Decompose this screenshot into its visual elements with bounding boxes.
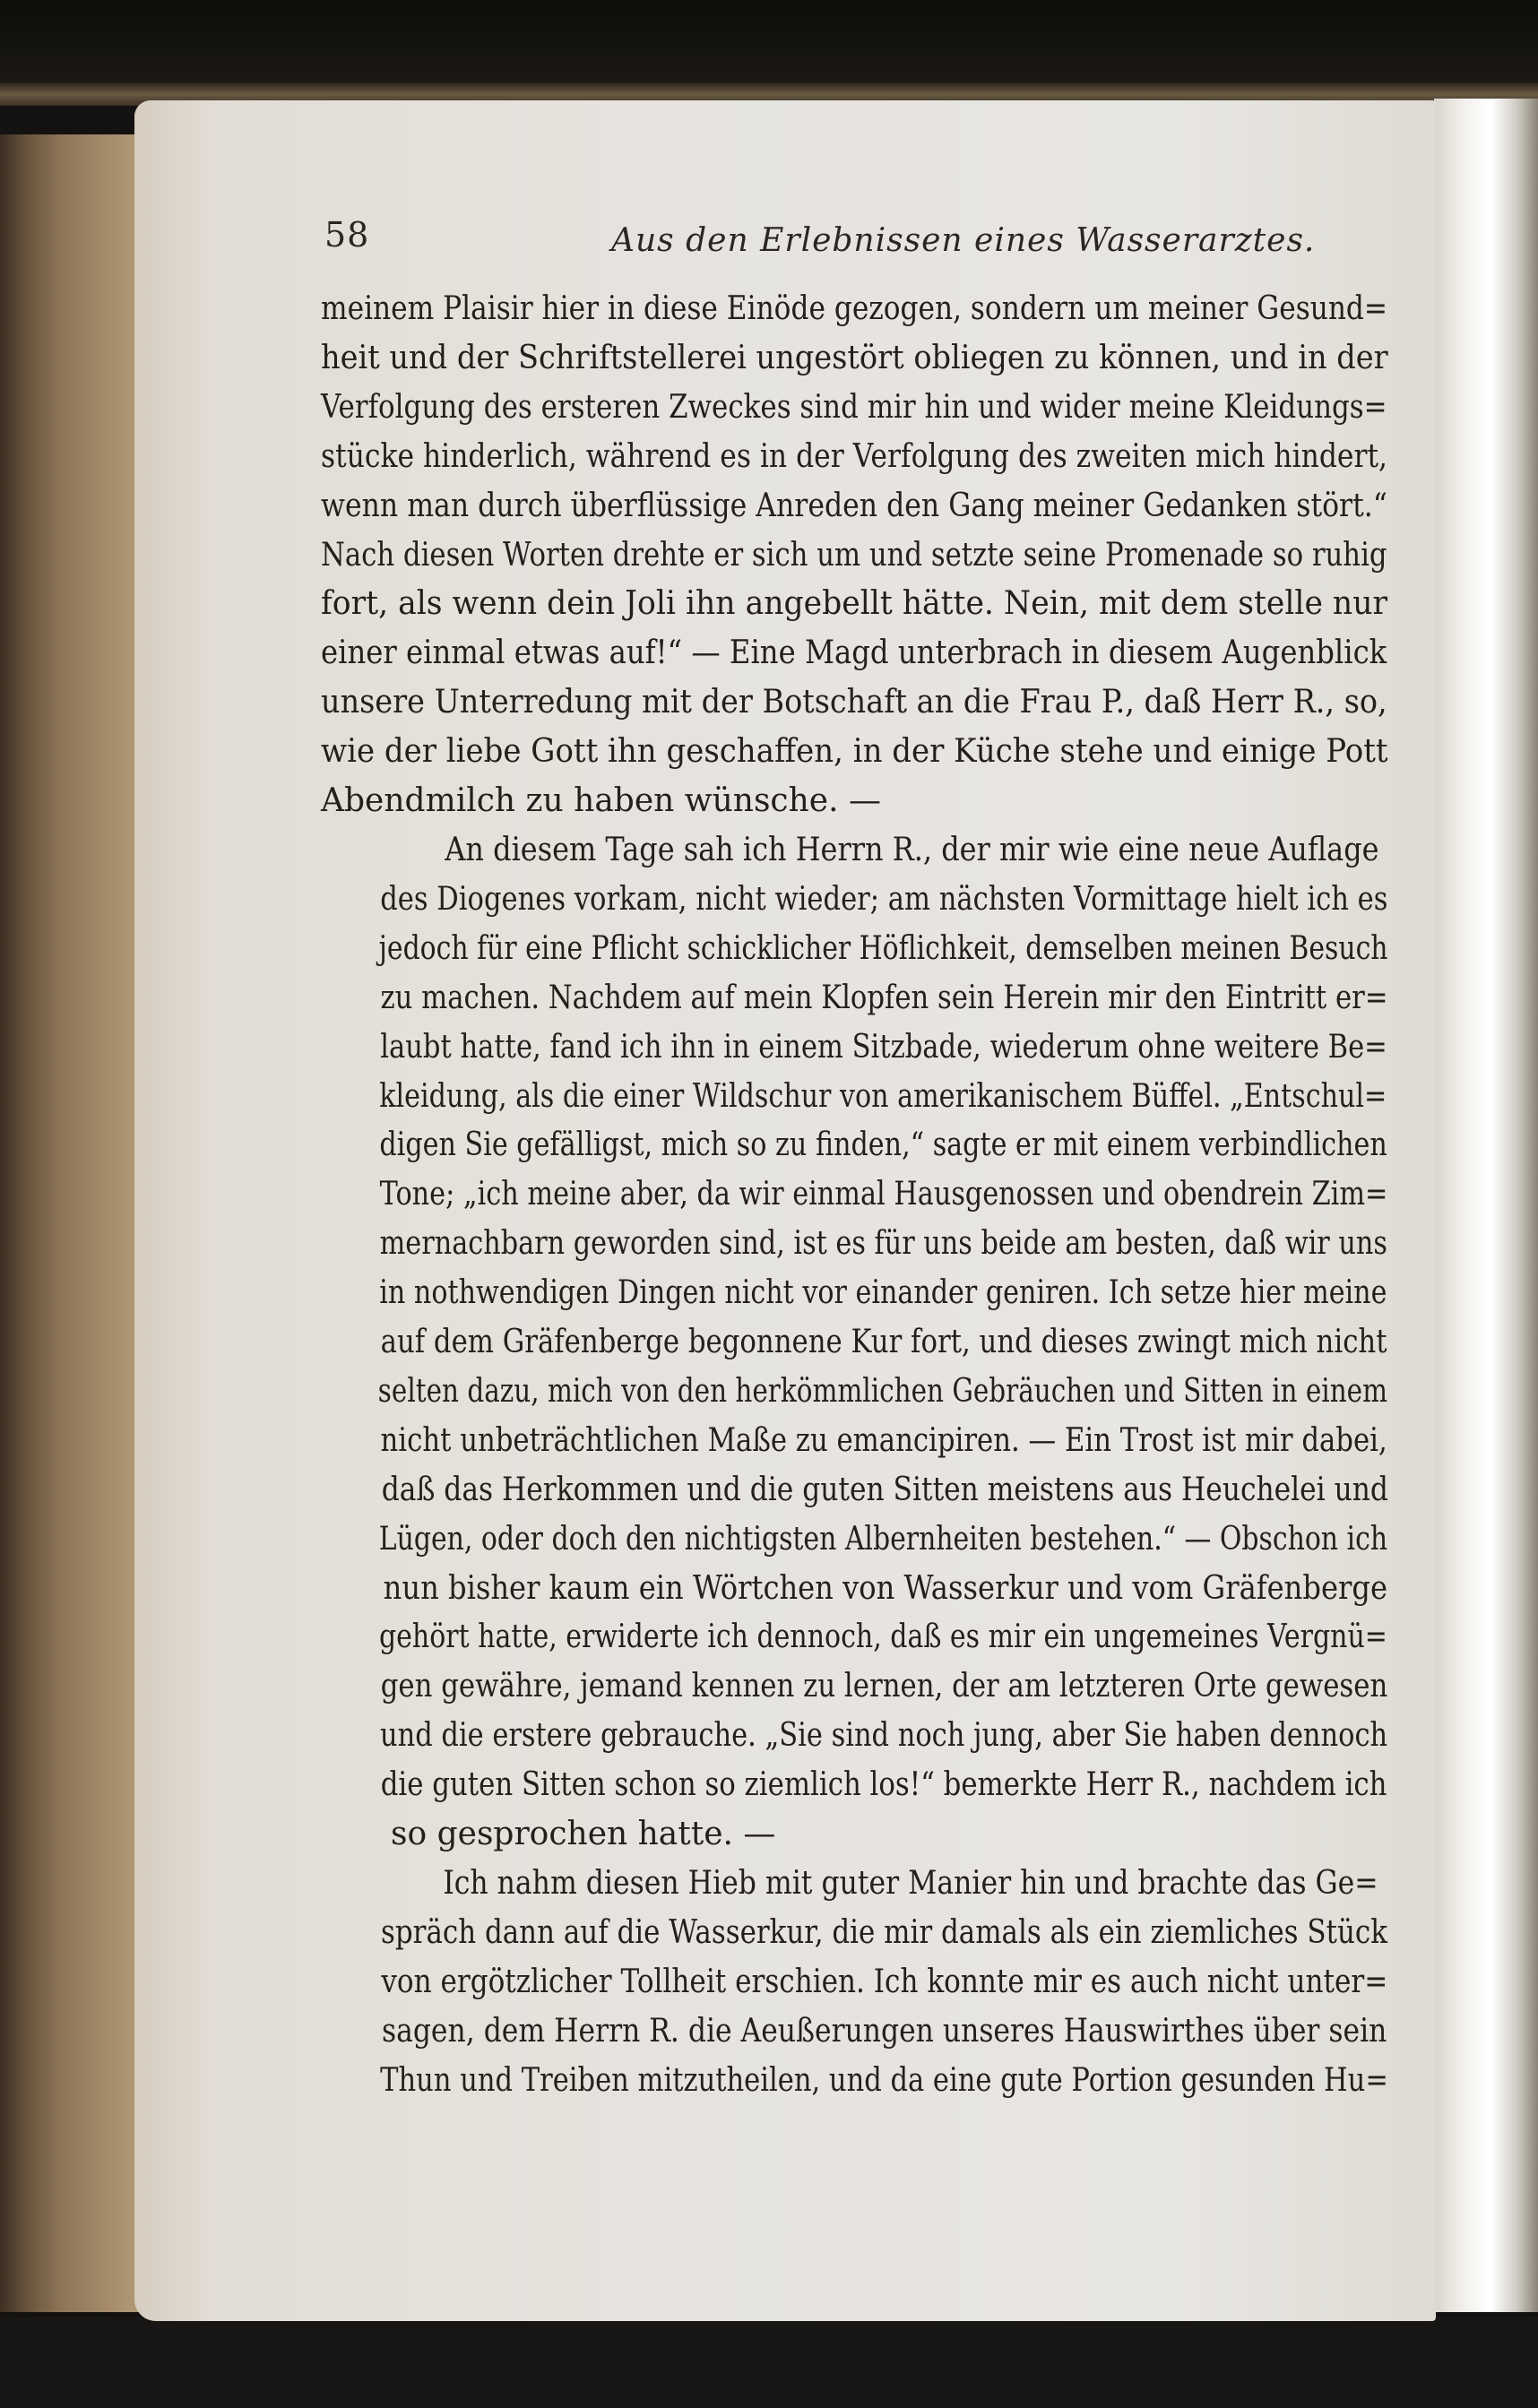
- text-line: einer einmal etwas auf!“ — Eine Magd unterbrach in diesem Augenblick: [321, 634, 1387, 672]
- page-header: [324, 215, 1382, 269]
- text-line: Abendmilch zu haben wünsche. —: [321, 782, 881, 820]
- text-line: Thun und Treiben mitzutheilen, und da eine gute Portion gesunden Hu=: [380, 2061, 1388, 2099]
- text-line: mernachbarn geworden sind, ist es für uns beide am besten, daß wir uns: [379, 1225, 1387, 1263]
- text-line: gehört hatte, erwiderte ich dennoch, daß es mir ein ungemeines Vergnü=: [378, 1618, 1387, 1656]
- text-line: daß das Herkommen und die guten Sitten meistens aus Heuchelei und: [381, 1471, 1388, 1508]
- text-line: gen gewähre, jemand kennen zu lernen, der am letzteren Orte gewesen: [380, 1668, 1388, 1705]
- paragraph: [321, 285, 1387, 826]
- text-line: meinem Plaisir hier in diese Einöde gezogen, sondern um meiner Gesund=: [321, 290, 1388, 327]
- text-line: Nach diesen Worten drehte er sich um und setzte seine Promenade so ruhig: [321, 536, 1387, 574]
- text-line: nun bisher kaum ein Wörtchen von Wasserkur und vom Gräfenberge: [383, 1569, 1387, 1607]
- text-line: und die erstere gebrauche. „Sie sind noch jung, aber Sie haben dennoch: [379, 1717, 1388, 1755]
- text-line: spräch dann auf die Wasserkur, die mir damals als ein ziemliches Stück: [381, 1913, 1387, 1951]
- scan-background-bottom: [0, 2317, 1538, 2408]
- text-line: selten dazu, mich von den herkömmlichen Gebräuchen und Sitten in einem: [377, 1372, 1388, 1410]
- text-line: die guten Sitten schon so ziemlich los!“ bemerkte Herr R., nachdem ich: [380, 1766, 1387, 1804]
- left-page-stack: [0, 134, 157, 2312]
- paragraph: [321, 826, 1387, 1860]
- text-line: sagen, dem Herrn R. die Aeußerungen unseres Hauswirthes über sein: [382, 2012, 1387, 2050]
- text-line: auf dem Gräfenberge begonnene Kur fort, und dieses zwingt mich nicht: [380, 1324, 1387, 1361]
- text-line: kleidung, als die einer Wildschur von amerikanischem Büffel. „Entschul=: [379, 1077, 1387, 1115]
- text-line: digen Sie gefälligst, mich so zu finden,“ sagte er mit einem verbindlichen: [379, 1126, 1387, 1164]
- page-number: 58: [324, 215, 370, 255]
- text-line: des Diogenes vorkam, nicht wieder; am nächsten Vormittage hielt ich es: [380, 880, 1388, 918]
- text-line: in nothwendigen Dingen nicht vor einander geniren. Ich setze hier meine: [379, 1274, 1387, 1312]
- text-line: jedoch für eine Pflicht schicklicher Höflichkeit, demselben meinen Besuch: [378, 929, 1388, 967]
- text-line: Lügen, oder doch den nichtigsten Albernheiten bestehen.“ — Obschon ich: [378, 1520, 1388, 1558]
- text-line: Tone; „ich meine aber, da wir einmal Hausgenossen und obendrein Zim=: [379, 1176, 1388, 1213]
- text-line: Ich nahm diesen Hieb mit guter Manier hin und brachte das Ge=: [443, 1865, 1378, 1902]
- text-line: Verfolgung des ersteren Zweckes sind mir hin und wider meine Kleidungs=: [321, 388, 1387, 426]
- text-line: stücke hinderlich, während es in der Verfolgung des zweiten mich hindert,: [321, 437, 1388, 475]
- text-line: so gesprochen hatte. —: [391, 1816, 776, 1853]
- text-line: zu machen. Nachdem auf mein Klopfen sein Herein mir den Eintritt er=: [380, 979, 1388, 1016]
- text-line: wenn man durch überflüssige Anreden den Gang meiner Gedanken stört.“: [321, 487, 1387, 524]
- text-line: fort, als wenn dein Joli ihn angebellt hätte. Nein, mit dem stelle nur: [321, 585, 1388, 623]
- body-text: [321, 285, 1387, 2106]
- text-line: laubt hatte, fand ich ihn in einem Sitzbade, wiederum ohne weitere Be=: [380, 1028, 1387, 1066]
- text-line: wie der liebe Gott ihn geschaffen, in der Küche stehe und einige Pott: [321, 733, 1388, 771]
- running-title: Aus den Erlebnissen eines Wasserarztes.: [611, 222, 1316, 259]
- text-line: heit und der Schriftstellerei ungestört obliegen zu können, und in der: [321, 339, 1388, 376]
- right-page-stack: [1434, 99, 1538, 2312]
- text-line: nicht unbeträchtlichen Maße zu emancipiren. — Ein Trost ist mir dabei,: [380, 1421, 1387, 1459]
- text-line: von ergötzlicher Tollheit erschien. Ich konnte mir es auch nicht unter=: [381, 1963, 1388, 2000]
- text-line: An diesem Tage sah ich Herrn R., der mir wie eine neue Auflage: [445, 831, 1379, 868]
- text-line: unsere Unterredung mit der Botschaft an die Frau P., daß Herr R., so,: [321, 684, 1387, 721]
- paragraph: [321, 1860, 1387, 2106]
